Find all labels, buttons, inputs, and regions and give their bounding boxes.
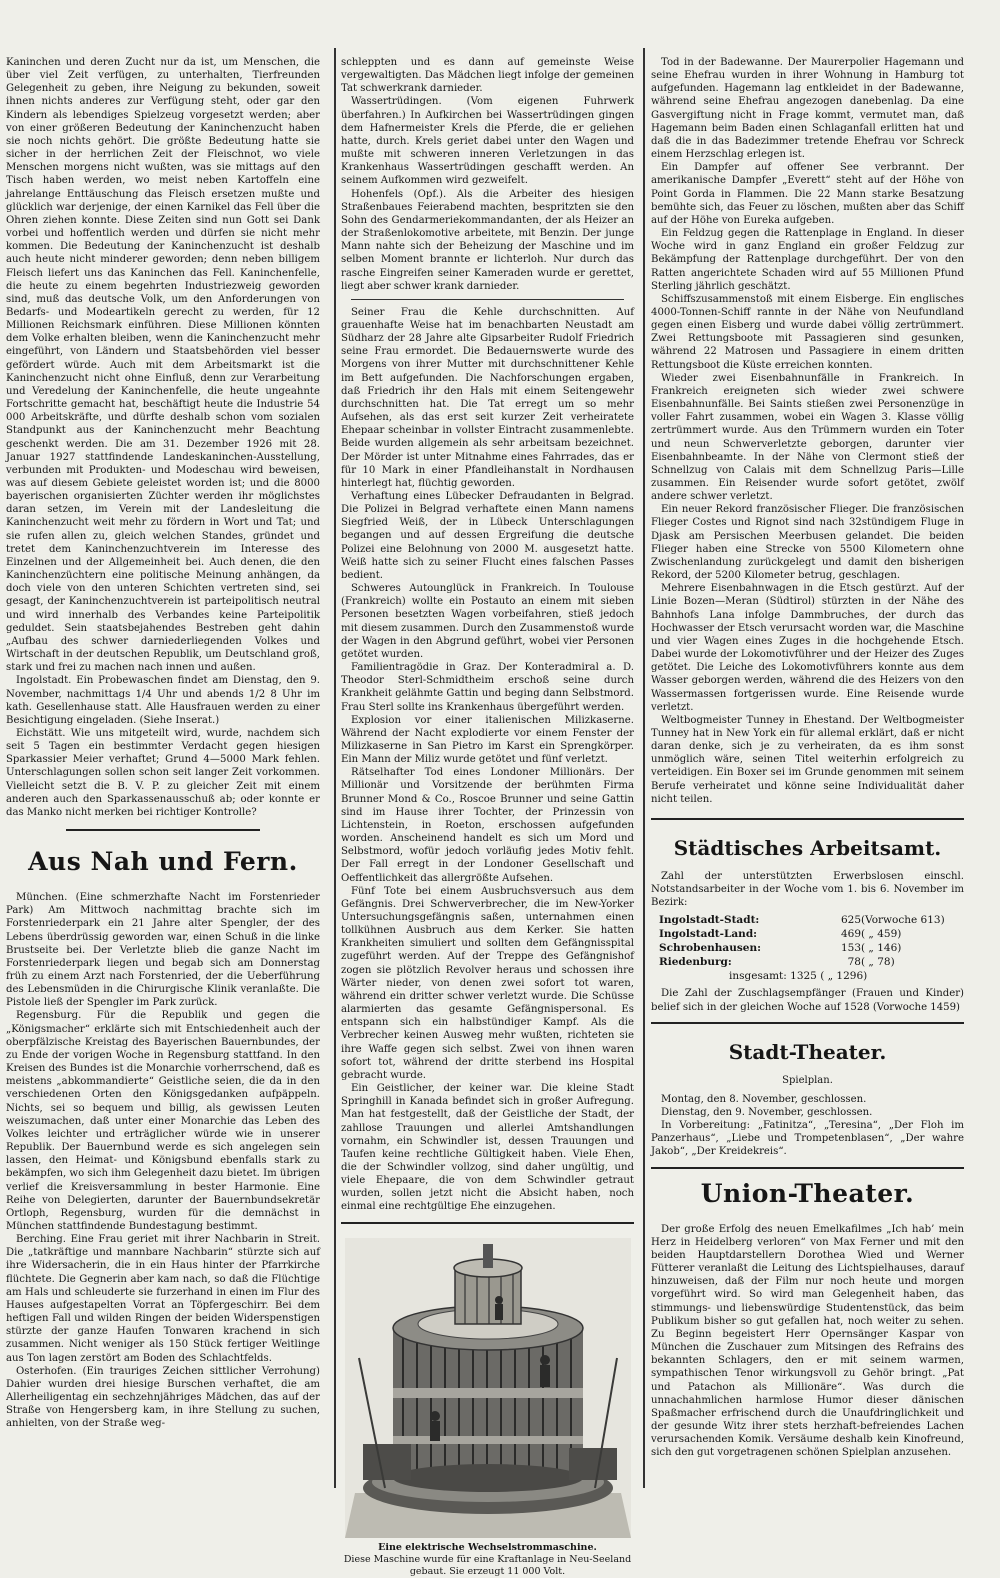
- article-berching: Berching. Eine Frau geriet mit ihrer Nachbarin in Streit. Die „tatkräftige und mannbare Nachbarin“ stürzte sich auf ihre Widersacherin, die in ein Haus hinter der Pfarrkirche flüchtete. Die Gegnerin aber kam nach, so daß die Flüchtige am Hals und schleuderte sie furzerhand in einen im Flur des Hauses aufgestapelten Vorrat an Töpfergeschirr. Bei dem heftigen Fall und wilden Ringen der beiden Widerspenstigen stürzte der ganze Haufen Tonwaren krachend in sich zusammen. Nicht weniger als 150 Stück fertiger Weitlinge aus Ton lagen zerstört am Boden des Schlachtfelds.: [6, 1234, 320, 1364]
- article-tunney: Weltbogmeister Tunney in Ehestand. Der Weltbogmeister Tunney hat in New York ein für allemal erklärt, daß er nicht daran denke, sich je zu verheiraten, da es ihm sonst unmöglich wäre, seinen Titel weiterhin erfolgreich zu verteidigen. Ein Boxer sei im Grunde genommen mit seinem Berufe verheiratet und könne seine Individualität daher nicht teilen.: [651, 714, 964, 805]
- article-eichstaett: Eichstätt. Wie uns mitgeteilt wird, wurde, nachdem sich seit 5 Tagen ein bestimmter Verdacht gegen hiesigen Sparkassier Meier verhaftet; Grund 4—5000 Mark fehlen. Unterschlagungen sollen schon seit langer Zeit vorkommen. Vielleicht setzt die B. V. P. zu gleicher Zeit mit einem anderen auch den Sparkassenausschuß ab; oder konnte er das Manko nicht merken bei richtiger Kontrolle?: [6, 727, 320, 818]
- article-osterhofen: Osterhofen. (Ein trauriges Zeichen sittlicher Verrohung) Dahier wurden drei hiesige Burschen verhaftet, die am Allerheiligentag ein sechzehnjähriges Mädchen, das auf der Straße von Hengersberg kam, in ihre Stellung zu suchen, anhielten, von der Straße weg-: [6, 1365, 320, 1430]
- section-title-aus-nah-und-fern: Aus Nah und Fern.: [28, 847, 298, 877]
- article-etsch: Mehrere Eisenbahnwagen in die Etsch gestürzt. Auf der Linie Bozen—Meran (Südtirol) stürzten in der Nähe des Bahnhofs Lana infolge Dammbruches, der durch das Hochwasser der Etsch verursacht worden war, die Maschine und vier Wagen eines Zuges in die hochgehende Etsch. Dabei wurde der Lokomotivführer und der Heizer des Zuges getötet. Die Leiche des Lokomotivführers konnte aus dem Wasser geborgen werden, während die des Heizers von den Wassermassen fortgerissen wurde. Eine Reisende wurde verletzt.: [651, 583, 964, 713]
- article-gefaengnis: Fünf Tote bei einem Ausbruchsversuch aus dem Gefängnis. Drei Schwerverbrecher, die im New-Yorker Untersuchungsgefängnis saßen, unternahmen einen tollkühnen Ausbruch aus dem Kerker. Sie hatten Krankheiten simuliert und sollten dem Gefängnisspital zugeführt werden. Auf der Treppe des Gefängnishof zogen sie plötzlich Revolver heraus und schossen ihre Wärter nieder, von denen zwei sofort tot waren, während ein dritter schwer verletzt wurde. Die Schüsse alarmierten das gesamte Gefängnispersonal. Es entspann sich ein halbstündiger Kampf. Als die Verbrecher keinen Ausweg mehr wußten, richteten sie ihre Waffe gegen sich selbst. Zwei von ihnen waren sofort tot, während der dritte sterbend ins Hospital gebracht wurde.: [341, 885, 634, 1081]
- stadt-theater-line: In Vorbereitung: „Fatinitza“, „Teresina“, „Der Floh im Panzerhaus“, „Liebe und Trompetenblasen“, „Der wahre Jakob“, „Der Kreidekreis“.: [651, 1120, 964, 1158]
- article-kehle: Seiner Frau die Kehle durchschnitten. Auf grauenhafte Weise hat im benachbarten Neustadt am Südharz der 28 Jahre alte Gipsarbeiter Rudolf Friedrich seine Frau ermordet. Die Bedauernswerte wurde des Morgens von ihrer Mutter mit durchschnittener Kehle im Bett aufgefunden. Die Nachforschungen ergaben, daß Friedrich ihr den Hals mit einem Seitengewehr durchschnitten hat. Die Tat erregt um so mehr Aufsehen, als das erst seit kurzer Zeit verheiratete Ehepaar scheinbar in vollster Eintracht zusammenlebte. Beide wurden allgemein als sehr arbeitsam bezeichnet. Der Mörder ist unter Mitnahme eines Fahrrades, das er für 10 Mark in einer Pfandleihanstalt in Nordhausen hinterlegt hat, flüchtig geworden.: [341, 306, 634, 489]
- article-kaninchenzucht: Kaninchen und deren Zucht nur da ist, um Menschen, die über viel Zeit verfügen, zu unterhalten, Tierfreunden Gelegenheit zu geben, ihre Neigung zu bekunden, soweit ihnen nichts anderes zur Verfügung steht, oder gar den Kindern als lebendiges Spielzeug vorgesetzt werden; aber von einer größeren Bedeutung der Kaninchenzucht haben sie noch nichts gehört. Die größte Bedeutung hatte sie sicher in der herrlichen Zeit der Fleischnot, wo viele Menschen morgens nicht wußten, was sie mittags auf den Tisch haben werden, wo meist neben Kartoffeln eine jahrelange Enttäuschung das Fleisch ersetzen mußte und glücklich war derjenige, der einen Karnikel das Fell über die Ohren ziehen konnte. Diese Zeiten sind nun Gott sei Dank vorbei und hoffentlich werden und dürfen sie nicht mehr kommen. Die Bedeutung der Kaninchenzucht ist deshalb auch heute nicht minderer geworden; denn neben billigem Fleisch liefert uns das Kaninchen das Fell. Kaninchenfelle, die heute zu einem begehrten Industriezweig geworden sind, muß das deutsche Volk, um den Anforderungen von Bedarfs- und Modeartikeln gerecht zu werden, für 12 Millionen Reichsmark einführen. Diese Millionen könnten dem Volke erhalten bleiben, wenn die Kaninchenzucht mehr eingeführt, von Ländern und Staatsbehörden viel besser gefördert würde. Auch mit dem Arbeitsmarkt ist die Kaninchenzucht nicht ohne Einfluß, denn zur Verarbeitung und Veredelung der Kaninchenfelle, die heute ungeahnte Fortschritte gemacht hat, beschäftigt heute die Industrie 54 000 Arbeitskräfte, und dürfte deshalb schon vom sozialen Standpunkt aus der Kaninchenzucht mehr Beachtung geschenkt werden. Die am 31. Dezember 1926 mit 28. Januar 1927 stattfindende Landeskaninchen-Ausstellung, verbunden mit Produkten- und Modeschau wird beweisen, was auf diesem Gebiete geleistet worden ist; und die 8000 bayerischen organisierten Züchter werden ihr möglichstes daran setzen, im Verein mit der Landesleitung die Kaninchenzucht weit mehr zu fördern in Wort und Tat; und sie rufen allen zu, gleich welchen Standes, gründet und tretet dem Kaninchenzuchtverein im Interesse des Einzelnen und der Allgemeinheit bei. Auch denen, die den Kaninchenzüchtern eine politische Meinung anhängen, da doch viele von den unteren Schichten vertreten sind, sei gesagt, der Kaninchenzuchtverein ist parteipolitisch neutral und wird innerhalb des Verbandes keine Parteipolitik geduldet. Sein staatsbejahendes Bestreben geht dahin „Aufbau des schwer darniederliegenden Volkes und Wirtschaft in der deutschen Republik, um Deutschland groß, stark und frei zu machen nach innen und außen.: [6, 57, 320, 674]
- article-hohenfels: Hohenfels (Opf.). Als die Arbeiter des hiesigen Straßenbaues Feierabend machten, bespritzten sie den Sohn des Gendarmeriekommandanten, der als Heizer an der Straßenlokomotive arbeitete, mit Benzin. Der junge Mann nahte sich der Beheizung der Maschine und im selben Moment brannte er lichterloh. Nur durch das rasche Eingreifen seiner Kameraden wurde er gerettet, liegt aber schwer krank darnieder.: [341, 188, 634, 292]
- article-eisenbahnunfaelle: Wieder zwei Eisenbahnunfälle in Frankreich. In Frankreich ereigneten sich wieder zwei schwere Eisenbahnunfälle. Bei Saints stießen zwei Personenzüge in voller Fahrt zusammen, wobei ein Wagen 3. Klasse völlig zertrümmert wurde. Aus den Trümmern wurden ein Toter und neun Schwerverletzte geborgen, darunter vier Eisenbahnbeamte. In der Nähe von Clermont stieß der Schnellzug von Calais mit dem Schnellzug Paris—Lille zusammen. Ein Reisender wurde sofort getötet, zwölf andere schwer verletzt.: [651, 372, 964, 503]
- table-row: Schrobenhausen: 153 ( „ 146): [659, 942, 902, 955]
- article-rule: [351, 299, 624, 300]
- stadt-theater-line: Dienstag, den 9. November, geschlossen.: [661, 1107, 873, 1118]
- illustration-caption-text: Diese Maschine wurde für eine Kraftanlage in Neu-Seeland gebaut. Sie erzeugt 11 000 Volt.: [343, 1553, 632, 1577]
- arbeitsamt-text: Zahl der unterstützten Erwerbslosen einschl. Notstandsarbeiter in der Woche vom 1. bis 6. November im Bezirk:: [651, 870, 964, 909]
- article-dampfer: Ein Dampfer auf offener See verbrannt. Der amerikanische Dampfer „Everett“ steht auf der Höhe von Point Gorda in Flammen. Die 22 Mann starke Besatzung bemühte sich, das Feuer zu löschen, mußten aber das Schiff auf der Höhe von Eureka aufgeben.: [651, 162, 964, 226]
- article-graz: Familientragödie in Graz. Der Konteradmiral a. D. Theodor Sterl-Schmidtheim erschoß seine durch Krankheit gelähmte Gattin und beging dann Selbstmord. Frau Sterl sollte ins Krankenhaus übergeführt werden.: [341, 662, 634, 713]
- stadt-theater-line: Montag, den 8. November, geschlossen.: [661, 1093, 867, 1105]
- column-left: [6, 56, 320, 1488]
- arbeitsamt-table: [659, 913, 964, 983]
- article-autounglueck: Schweres Autounglück in Frankreich. In Toulouse (Frankreich) wollte ein Postauto an einem mit sieben Personen besetzten Wagen vorbeifahren, stieß jedoch mit diesem zusammen. Durch den Zusammenstoß wurde der Wagen in den Abgrund geführt, wobei vier Personen getötet wurden.: [341, 583, 634, 660]
- article-ingolstadt: Ingolstadt. Ein Probewaschen findet am Dienstag, den 9. November, nachmittags 1/4 Uhr und abends 1/2 8 Uhr im kath. Gesellenhause statt. Alle Hausfrauen werden zu einer Besichtigung eingeladen. (Siehe Inserat.): [6, 675, 320, 726]
- column-middle: [341, 56, 634, 1577]
- union-theater-text: Der große Erfolg des neuen Emelkafilmes „Ich hab’ mein Herz in Heidelberg verloren“ von Max Ferner und mit den beiden Hauptdarstellern Dorothea Wied und Werner Fütterer veranlaßt die Leitung des Lichtspielhauses, darauf hinzuweisen, daß der Film nur noch heute und morgen vorgeführt wird. So wird man Gelegenheit haben, das stimmungs- und liebenswürdige Studentenstück, das beim Publikum bisher so gut gefallen hat, noch weiter zu sehen. Zu Beginn begeistert Herr Opernsänger Kaspar von München die Zuschauer zum Mitsingen des Refrains des bekannten Schlagers, den er mit seinem warmen, sympathischen Tenor wirkungsvoll zu Gehör bringt. „Pat und Patachon als Millionäre“. Was durch die unnachahmlichen harmlose Humor dieser dänischen Spaßmacher erfrischend durch die Unaufdringlichkeit und der gesunde Witz ihrer stets herzhaft-befreiendes Lachen verursachenden Komik. Versäume deshalb kein Kinofreund, sich den gut vorgetragenen schönen Spielplan anzusehen.: [651, 1223, 964, 1459]
- article-rule: [341, 1222, 634, 1224]
- union-theater-title: Union-Theater.: [700, 1178, 915, 1208]
- arbeitsamt-title: Städtisches Arbeitsamt.: [673, 835, 942, 860]
- article-flieger: Ein neuer Rekord französischer Flieger. Die französischen Flieger Costes und Rignot sind nach 32stündigem Fluge in Djask am Persischen Meerbusen gelandet. Die beiden Flieger haben eine Strecke von 5500 Kilometern ohne Zwischenlandung zurückgelegt und damit den bisherigen Rekord, der 5200 Kilometer betrug, geschlagen.: [651, 504, 964, 582]
- alternator-illustration: [345, 1238, 631, 1538]
- article-rattenplage: Ein Feldzug gegen die Rattenplage in England. In dieser Woche wird in ganz England ein großer Feldzug zur Bekämpfung der Rattenplage durchgeführt. Der von den Ratten angerichtete Schaden wird auf 55 Millionen Pfund Sterling jährlich geschätzt.: [651, 228, 964, 292]
- article-badewanne: Tod in der Badewanne. Der Maurerpolier Hagemann und seine Ehefrau wurden in ihrer Wohnung in Hamburg tot aufgefunden. Hagemann lag entkleidet in der Badewanne, während seine Ehefrau angezogen danebenlag. Da eine Gasvergiftung nicht in Frage kommt, vermutet man, daß Hagemann beim Baden einen Schlaganfall erlitten hat und daß die in das Badezimmer tretende Ehefrau vor Schreck einem Herzschlag erlegen ist.: [651, 57, 964, 161]
- section-rule: [651, 1022, 964, 1024]
- article-muenchen: München. (Eine schmerzhafte Nacht im Forstenrieder Park) Am Mittwoch nachmittag brachte sich im Forstenriederpark ein 21 Jahre alter Spengler, der des Lebens überdrüssig geworden war, einen Schuß in die linke Brustseite bei. Der Verletzte blieb die ganze Nacht im Forstenriederpark liegen und begab sich am Donnerstag früh zu einem Arzt nach Forstenried, der die Ueberführung des Lebensmüden in die Chirurgische Klinik veranlaßte. Die Pistole ließ der Spengler im Park zurück.: [6, 892, 320, 1009]
- column-divider: [643, 48, 645, 1488]
- illustration-caption-title: Eine elektrische Wechselstrommaschine.: [378, 1541, 597, 1553]
- section-rule: [651, 1167, 964, 1169]
- article-wassertruedingen: Wassertrüdingen. (Vom eigenen Fuhrwerk überfahren.) In Aufkirchen bei Wassertrüdingen gingen dem Hafnermeister Krels die Pferde, die er geliehen hatte, durch. Krels geriet dabei unter den Wagen und mußte mit schweren inneren Verletzungen in das Krankenhaus Wassertrüdingen geschafft werden. An seinem Aufkommen wird gezweifelt.: [341, 96, 634, 187]
- stadt-theater-subtitle: Spielplan.: [782, 1074, 833, 1086]
- table-row: Ingolstadt-Stadt: 625 (Vorwoche 613): [659, 914, 945, 927]
- arbeitsamt-sum: insgesamt: 1325 ( „ 1296): [729, 970, 868, 983]
- article-london: Rätselhafter Tod eines Londoner Millionärs. Der Millionär und Vorsitzende der berühmten Firma Brunner Mond & Co., Roscoe Brunner und seine Gattin sind im Hause ihrer Tochter, der Prinzessin von Lichtenstein, in Roeton, erschossen aufgefunden worden. Anscheinend handelt es sich um Mord und Selbstmord, wofür jedoch vorläufig jedes Motiv fehlt. Der Fall erregt in der Londoner Gesellschaft und Oeffentlichkeit das allergrößte Aufsehen.: [341, 767, 634, 884]
- section-rule: [66, 829, 260, 831]
- article-eisberg: Schiffszusammenstoß mit einem Eisberge. Ein englisches 4000-Tonnen-Schiff rannte in der Nähe von Neufundland gegen einen Eisberg und wurde dabei völlig zertrümmert. Zwei Rettungsboote mit Passagieren sind gesunken, während 22 Matrosen und Passagiere in einem dritten Rettungsboot die Küste erreichen konnten.: [651, 293, 964, 371]
- column-divider: [334, 48, 336, 1488]
- article-continuation: schleppten und es dann auf gemeinste Weise vergewaltigten. Das Mädchen liegt infolge der gemeinen Tat schwerkrank darnieder.: [341, 57, 634, 95]
- article-geistlicher: Ein Geistlicher, der keiner war. Die kleine Stadt Springhill in Kanada befindet sich in großer Aufregung. Man hat festgestellt, daß der Geistliche der Stadt, der zahllose Trauungen und allerlei Amtshandlungen vornahm, ein Schwindler ist, dessen Trauungen und Taufen keine rechtliche Gültigkeit haben. Viele Ehen, die der Schwindler vollzog, sind daher ungültig, und viele Ehepaare, die von dem Schwindler getraut wurden, sollen jetzt nicht die Absicht haben, noch einmal eine rechtgültige Ehe einzugehen.: [341, 1083, 634, 1213]
- section-rule: [651, 818, 964, 820]
- table-row: Riedenburg: 78 ( „ 78): [659, 956, 895, 969]
- article-regensburg: Regensburg. Für die Republik und gegen die „Königsmacher“ erklärte sich mit Entschiedenheit auch der oberpfälzische Kreistag des Bayerischen Bauernbundes, der zu Ende der vorigen Woche in Regensburg stattfand. In den Kreisen des Bundes ist die Monarchie vorherrschend, daß es meistens „abkommandierte“ Geistliche seien, die da in den verschiedenen Orten den Königsgedanken aufpäppeln. Nichts, sei so bequem und billig, als gewissen Leuten weiszumachen, daß unter einer Monarchie das Leben des Volkes leichter und erträglicher würde wie in unserer Republik. Der Bauernbund werde es sich angelegen sein lassen, den Heimat- und Königsbund ebenfalls stark zu bekämpfen, wo sich ihm Gelegenheit dazu bietet. Im übrigen verlief die Kreisversammlung in bester Harmonie. Eine Reihe von Delegierten, darunter der Bauernbundsekretär Ortloph, Regensburg, wurden für die demnächst in München stattfindende Bundestagung bestimmt.: [6, 1010, 320, 1232]
- table-row: Ingolstadt-Land: 469 ( „ 459): [659, 928, 902, 941]
- article-explosion: Explosion vor einer italienischen Milizkaserne. Während der Nacht explodierte vor einem Fenster der Milizkaserne in San Pietro im Karst ein Sprengkörper. Ein Mann der Miliz wurde getötet und fünf verletzt.: [341, 714, 634, 766]
- stadt-theater-title: Stadt-Theater.: [728, 1039, 887, 1064]
- arbeitsamt-text2: Die Zahl der Zuschlagsempfänger (Frauen und Kinder) belief sich in der gleichen Woche auf 1528 (Vorwoche 1459): [651, 988, 964, 1013]
- column-right: [651, 56, 964, 1526]
- article-belgrad: Verhaftung eines Lübecker Defraudanten in Belgrad. Die Polizei in Belgrad verhaftete einen Mann namens Siegfried Weiß, der in Lübeck Unterschlagungen begangen und auf dessen Ergreifung die deutsche Polizei eine Belohnung von 2000 M. ausgesetzt hatte. Weiß hatte sich zu seiner Flucht eines falschen Passes bedient.: [341, 491, 634, 581]
